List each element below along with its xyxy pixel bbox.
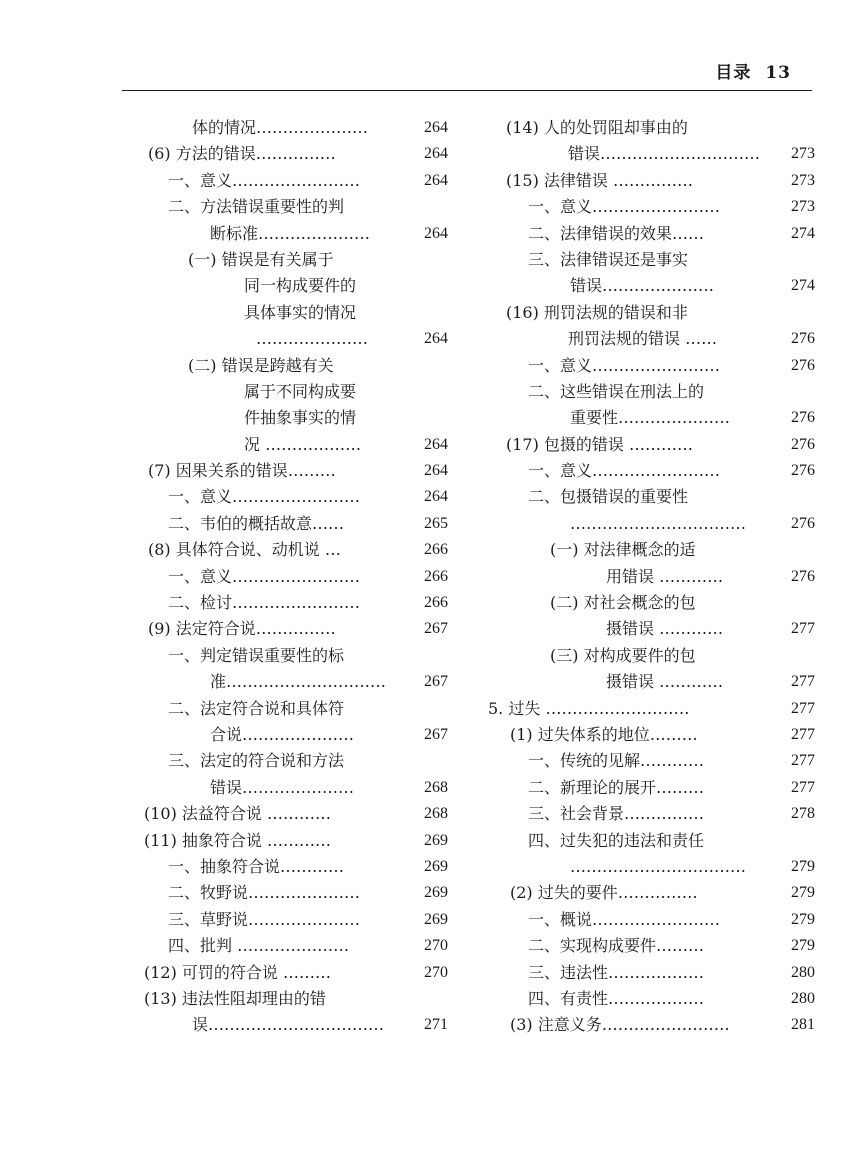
toc-entry [488,748,815,774]
toc-entry [488,300,815,326]
toc-entry-text: 刑罚法规的错误 …… [568,329,718,349]
toc-entry-text: 三、草野说………………… [168,909,361,929]
toc-entry [488,511,815,537]
toc-entry-page: 273 [791,198,815,216]
toc-entry-text: 三、社会背景…………… [528,804,705,824]
toc-entry-text: …………………………… [570,856,746,876]
toc-entry [488,564,815,590]
toc-entry-text: 况 ……………… [244,434,362,454]
toc-entry-page: 267 [424,725,448,743]
toc-entry-text: 四、过失犯的违法和责任 [528,830,705,850]
toc-entry-text: (8) 具体符合说、动机说 … [148,540,341,560]
toc-entry-text: (17) 包摄的错误 ………… [506,434,694,454]
toc-entry [130,616,448,642]
toc-right-column [488,115,815,1039]
toc-entry-text: 二、方法错误重要性的判 [168,197,345,217]
toc-entry-page: 277 [791,673,815,691]
toc-entry-text: 错误………………… [210,777,355,797]
toc-entry [488,221,815,247]
toc-entry [488,880,815,906]
toc-entry-page: 266 [424,541,448,559]
toc-entry-text: (二) 对社会概念的包 [550,593,696,613]
toc-entry-page: 276 [791,330,815,348]
toc-entry [488,458,815,484]
toc-entry-text: 体的情况………………… [192,118,369,137]
toc-entry [130,326,448,352]
toc-entry-text: 二、法律错误的效果…… [528,223,705,243]
toc-entry-text: 二、实现构成要件……… [528,936,705,956]
toc-entry-page: 280 [791,989,815,1007]
toc-entry [130,432,448,458]
toc-entry-page: 264 [424,145,448,163]
toc-entry-page: 277 [791,778,815,796]
toc-entry-text: 二、新理论的展开……… [528,777,705,797]
toc-entry-page: 279 [791,910,815,928]
toc-entry [488,194,815,220]
toc-entry-text: 四、批判 ………………… [168,936,350,956]
toc-entry-text: 二、牧野说………………… [168,883,361,903]
toc-entry [130,537,448,563]
toc-entry [488,168,815,194]
toc-entry-page: 273 [791,171,815,189]
toc-entry [130,669,448,695]
toc-entry [130,300,448,326]
toc-entry [130,880,448,906]
toc-entry [130,484,448,510]
toc-entry-page: 269 [424,831,448,849]
toc-entry [488,405,815,431]
toc-entry [488,247,815,273]
toc-entry [130,775,448,801]
toc-entry-text: 一、意义…………………… [168,566,361,586]
toc-entry [488,326,815,352]
toc-entry-text: 一、意义…………………… [528,355,721,375]
toc-entry-page: 269 [424,910,448,928]
toc-entry [130,907,448,933]
header-page-number: 13 [765,63,791,83]
toc-entry-page: 267 [424,673,448,691]
toc-entry [488,141,815,167]
toc-entry-text: 三、违法性……………… [528,962,705,982]
toc-entry [130,194,448,220]
toc-entry-page: 276 [791,409,815,427]
toc-entry-text: 二、法定符合说和具体符 [168,698,345,718]
toc-entry [488,828,815,854]
header-rule [122,90,812,91]
toc-entry-text: (9) 法定符合说…………… [148,619,336,639]
toc-entry [130,221,448,247]
toc-entry [488,537,815,563]
toc-entry-page: 264 [424,462,448,480]
toc-entry [488,379,815,405]
toc-entry-text: (一) 错误是有关属于 [188,249,334,269]
toc-entry-text: (7) 因果关系的错误……… [148,461,336,481]
toc-entry-text: 二、这些错误在刑法上的 [528,381,705,401]
toc-entry-page: 266 [424,594,448,612]
toc-entry [130,643,448,669]
toc-entry-page: 273 [791,145,815,163]
header-title: 目录 [715,63,752,83]
toc-entry [130,458,448,484]
toc-entry-text: 一、意义…………………… [168,170,361,190]
toc-entry-page: 264 [424,330,448,348]
toc-entry [130,828,448,854]
toc-entry-text: (12) 可罚的符合说 ……… [144,962,332,982]
toc-entry-page: 267 [424,620,448,638]
toc-entry-text: (15) 法律错误 …………… [506,170,694,190]
toc-entry-page: 276 [791,356,815,374]
toc-entry-text: (6) 方法的错误…………… [148,144,336,164]
toc-entry-text: 摄错误 ………… [606,672,724,692]
toc-entry-page: 276 [791,567,815,585]
toc-entry [130,960,448,986]
toc-entry [488,696,815,722]
toc-entry-text: (2) 过失的要件…………… [510,883,698,903]
toc-entry-page: 264 [424,488,448,506]
toc-entry-page: 276 [791,435,815,453]
toc-entry-page: 270 [424,963,448,981]
toc-entry-text: 一、意义…………………… [528,461,721,481]
toc-entry [130,115,448,141]
toc-entry-text: (三) 对构成要件的包 [550,645,696,665]
toc-entry-page: 264 [424,171,448,189]
toc-entry-text: 一、传统的见解………… [528,751,705,771]
toc-entry [488,1012,815,1038]
toc-entry-text: 同一构成要件的 [244,276,357,296]
toc-entry [130,590,448,616]
toc-entry [130,168,448,194]
toc-entry-text: 二、检讨…………………… [168,593,361,613]
toc-entry [130,405,448,431]
toc-entry [130,986,448,1012]
toc-entry [130,353,448,379]
toc-entry-text: 一、意义…………………… [528,197,721,217]
toc-entry-text: 错误………………………… [568,144,761,164]
toc-entry-text: 一、抽象符合说………… [168,856,345,876]
running-header [715,58,791,83]
toc-entry-page: 274 [791,277,815,295]
toc-entry-page: 277 [791,725,815,743]
toc-entry-page: 270 [424,937,448,955]
toc-entry-page: 277 [791,752,815,770]
toc-entry [130,379,448,405]
toc-entry-text: (11) 抽象符合说 ………… [144,830,332,850]
toc-entry [488,590,815,616]
toc-entry-text: 属于不同构成要 [244,381,357,401]
toc-left-column [130,115,448,1039]
toc-entry-page: 277 [791,699,815,717]
toc-entry [130,801,448,827]
toc-entry [130,273,448,299]
toc-entry [130,854,448,880]
toc-entry [130,511,448,537]
toc-entry-page: 279 [791,857,815,875]
toc-entry-text: 一、概说…………………… [528,909,721,929]
toc-entry-text: …………………………… [570,513,746,533]
toc-entry-page: 264 [424,435,448,453]
toc-entry [488,432,815,458]
toc-entry [488,643,815,669]
toc-entry [130,564,448,590]
toc-entry [488,960,815,986]
toc-entry-text: 摄错误 ………… [606,619,724,639]
toc-entry-page: 269 [424,857,448,875]
toc-entry [488,933,815,959]
toc-entry-text: 5. 过失 ……………………… [488,698,690,718]
toc-entry [488,353,815,379]
toc-entry-page: 279 [791,937,815,955]
toc-entry-text: 二、包摄错误的重要性 [528,487,689,507]
toc-entry-text: (10) 法益符合说 ………… [144,804,332,824]
toc-entry-text: 四、有责性……………… [528,988,705,1008]
toc-entry-text: (一) 对法律概念的适 [550,540,696,560]
toc-entry [130,933,448,959]
toc-entry-text: (14) 人的处罚阻却事由的 [506,118,688,137]
toc-entry-text: 断标准………………… [210,223,371,243]
toc-entry-text: 一、意义…………………… [168,487,361,507]
toc-entry [130,722,448,748]
toc-entry-page: 280 [791,963,815,981]
toc-entry-page: 264 [424,119,448,136]
toc-entry-page: 265 [424,514,448,532]
toc-entry-text: 用错误 ………… [606,566,724,586]
toc-entry-page: 271 [424,1016,448,1034]
toc-entry-page: 278 [791,805,815,823]
toc-entry [488,801,815,827]
toc-entry [130,1012,448,1038]
toc-entry-text: 三、法律错误还是事实 [528,249,689,269]
toc-entry [130,748,448,774]
toc-entry-text: 准………………………… [210,672,387,692]
toc-entry-text: 误…………………………… [192,1015,385,1035]
toc-entry-text: (3) 注意义务…………………… [510,1015,730,1035]
toc-entry-text: (二) 错误是跨越有关 [188,355,334,375]
toc-entry [488,854,815,880]
toc-entry [130,247,448,273]
toc-entry-text: 合说………………… [210,724,355,744]
toc-entry-text: 重要性………………… [570,408,731,428]
toc-entry [488,986,815,1012]
toc-entry [488,273,815,299]
toc-entry-page: 277 [791,620,815,638]
toc-entry-page: 268 [424,805,448,823]
toc-entry-page: 276 [791,514,815,532]
toc-entry-text: (1) 过失体系的地位……… [510,724,698,744]
toc-entry-page: 268 [424,778,448,796]
toc-entry-text: (13) 违法性阻却理由的错 [144,988,326,1008]
toc-entry-text: 二、韦伯的概括故意…… [168,513,345,533]
toc-entry [488,484,815,510]
toc-entry [488,775,815,801]
toc-entry [488,616,815,642]
toc-entry [488,907,815,933]
toc-entry-text: 错误………………… [570,276,715,296]
toc-entry-page: 274 [791,224,815,242]
toc-entry [130,696,448,722]
toc-entry [130,141,448,167]
toc-entry [488,722,815,748]
toc-entry-text: 三、法定的符合说和方法 [168,751,345,771]
toc-entry-page: 266 [424,567,448,585]
toc-entry-text: ………………… [256,329,368,349]
toc-entry-page: 264 [424,224,448,242]
toc-entry-text: (16) 刑罚法规的错误和非 [506,302,688,322]
toc-entry-page: 281 [791,1016,815,1034]
toc-entry-text: 件抽象事实的情 [244,408,357,428]
toc-entry-page: 269 [424,884,448,902]
toc-entry-page: 279 [791,884,815,902]
toc-entry [488,115,815,141]
toc-entry-text: 一、判定错误重要性的标 [168,645,345,665]
toc-entry [488,669,815,695]
toc-entry-page: 276 [791,462,815,480]
toc-entry-text: 具体事实的情况 [244,302,357,322]
